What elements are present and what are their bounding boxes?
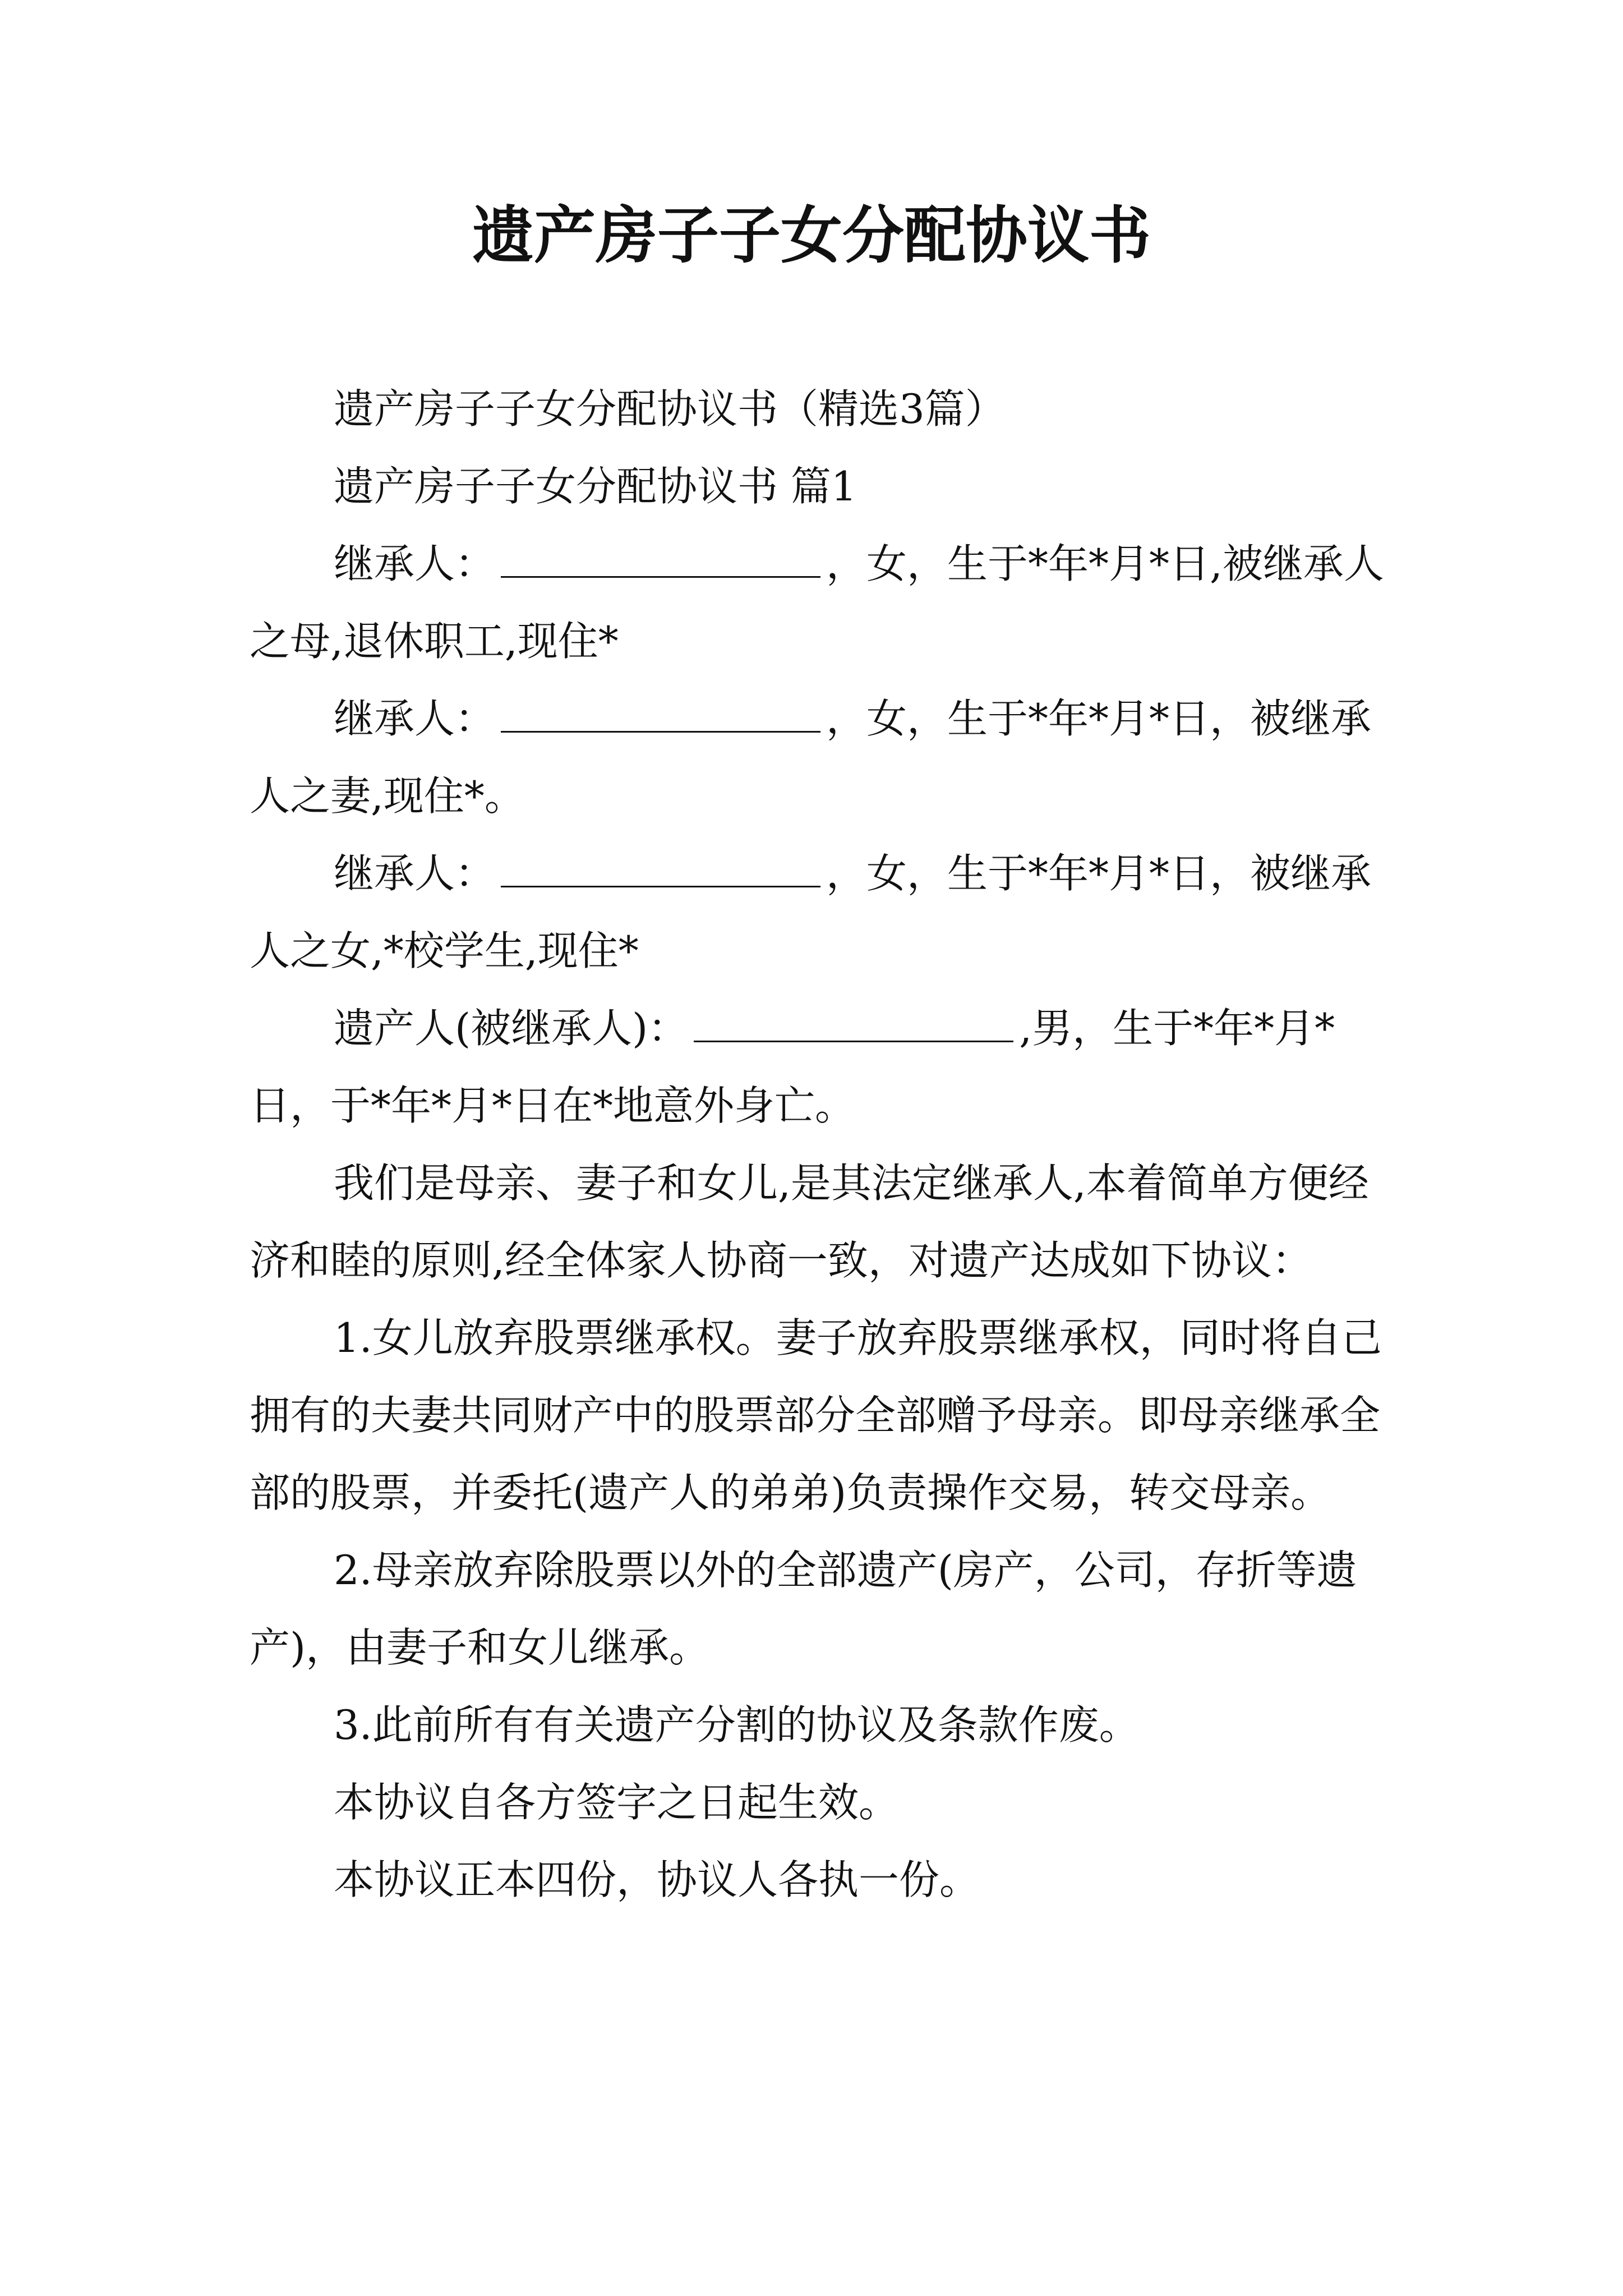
heir-detail: ，女，生于*年*月*日，被继承人之妻,现住*。 xyxy=(250,695,1372,820)
clause-1: 1.女儿放弃股票继承权。妻子放弃股票继承权，同时将自己拥有的夫妻共同财产中的股票部分全部赠予母亲。即母亲继承全部的股票，并委托(遗产人的弟弟)负责操作交易，转交母亲。 xyxy=(250,1314,1382,1516)
name-blank-line xyxy=(501,680,820,733)
heir-label: 继承人： xyxy=(334,540,496,587)
document-body xyxy=(250,370,1394,1918)
name-blank-line xyxy=(694,990,1013,1042)
decedent-entry xyxy=(250,990,1394,1144)
document-subtitle: 遗产房子子女分配协议书（精选3篇） xyxy=(334,385,1006,432)
name-blank-line xyxy=(501,835,820,887)
intro-paragraph: 我们是母亲、妻子和女儿,是其法定继承人,本着简单方便经济和睦的原则,经全体家人协商一致，对遗产达成如下协议： xyxy=(250,1159,1369,1284)
clause-2: 2.母亲放弃除股票以外的全部遗产(房产，公司，存折等遗产)，由妻子和女儿继承。 xyxy=(250,1547,1357,1671)
heir-entry xyxy=(250,525,1394,680)
clause-3: 3.此前所有有关遗产分割的协议及条款作废。 xyxy=(334,1701,1140,1749)
decedent-detail: ,男，生于*年*月*日，于*年*月*日在*地意外身亡。 xyxy=(250,1005,1335,1129)
heir-detail: ，女，生于*年*月*日,被继承人之母,退休职工,现住* xyxy=(250,540,1384,665)
heir-label: 继承人： xyxy=(334,850,496,897)
document-title: 遗产房子子女分配协议书 xyxy=(472,199,1151,272)
decedent-label: 遗产人(被继承人)： xyxy=(334,1005,689,1052)
closing-effective: 本协议自各方签字之日起生效。 xyxy=(334,1779,900,1826)
heir-entry xyxy=(250,680,1394,835)
closing-copies: 本协议正本四份，协议人各执一份。 xyxy=(334,1856,980,1903)
heir-label: 继承人： xyxy=(334,695,496,742)
heir-detail: ，女，生于*年*月*日，被继承人之女,*校学生,现住* xyxy=(250,850,1372,974)
section-heading: 遗产房子子女分配协议书 篇1 xyxy=(334,463,857,510)
name-blank-line xyxy=(501,526,820,578)
heir-entry xyxy=(250,835,1394,990)
